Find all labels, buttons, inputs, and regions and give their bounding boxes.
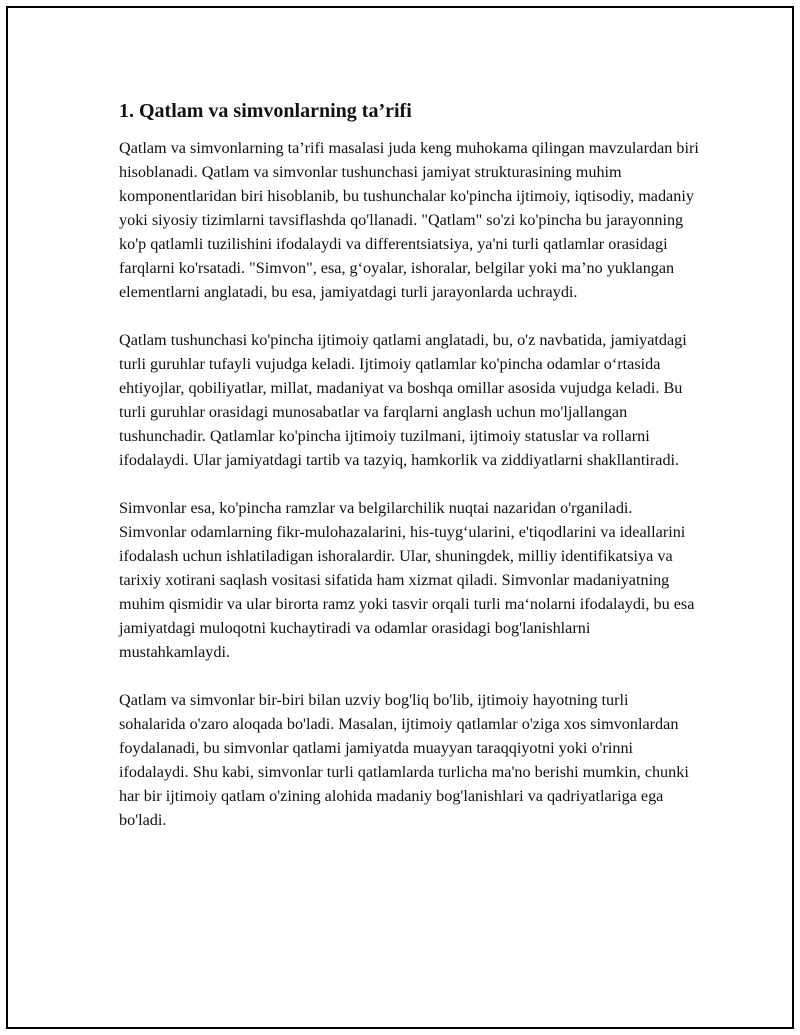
paragraph-3: Simvonlar esa, ko'pincha ramzlar va belgilarchilik nuqtai nazaridan o'rganiladi. Simvonlar odamlarning fikr-mulohazalarini, his-tuyg‘ularini, e'tiqodlarini va ideallarini ifodalash uchun ishlatiladigan ishoralardir. Ular, shuningdek, milliy identifikatsiya va tarixiy xotirani saqlash vositasi sifatida ham xizmat qiladi. Simvonlar madaniyatning muhim qismidir va ular birorta ramz yoki tasvir orqali turli ma‘nolarni ifodalaydi, bu esa jamiyatdagi muloqotni kuchaytiradi va odamlar orasidagi bog'lanishlarni mustahkamlaydi. <box>119 499 695 661</box>
paragraph-2: Qatlam tushunchasi ko'pincha ijtimoiy qatlami anglatadi, bu, o'z navbatida, jamiyatdagi turli guruhlar tufayli vujudga keladi. Ijtimoiy qatlamlar ko'pincha odamlar o‘rtasida ehtiyojlar, qobiliyatlar, millat, madaniyat va boshqa omillar asosida vujudga keladi. Bu turli guruhlar orasidagi munosabatlar va farqlarni anglash uchun mo'ljallangan tushunchadir. Qatlamlar ko'pincha ijtimoiy tuzilmani, ijtimoiy statuslar va rollarni ifodalaydi. Ular jamiyatdagi tartib va tazyiq, hamkorlik va ziddiyatlarni shakllantiradi. <box>119 331 687 469</box>
section-heading: 1. Qatlam va simvonlarning ta’rifi <box>119 100 412 122</box>
document-page <box>6 6 794 1029</box>
paragraph-1: Qatlam va simvonlarning ta’rifi masalasi juda keng muhokama qilingan mavzulardan biri hisoblanadi. Qatlam va simvonlar tushunchasi jamiyat strukturasining muhim komponentlaridan biri hisoblanib, bu tushunchalar ko'pincha ijtimoiy, iqtisodiy, madaniy yoki siyosiy tizimlarni tavsiflashda qo'llanadi. "Qatlam" so'zi ko'pincha bu jarayonning ko'p qatlamli tuzilishini ifodalaydi va differentsiatsiya, ya'ni turli qatlamlar orasidagi farqlarni ko'rsatadi. "Simvon", esa, g‘oyalar, ishoralar, belgilar yoki ma’no yuklangan elementlarni anglatadi, bu esa, jamiyatdagi turli jarayonlarda uchraydi. <box>119 139 699 301</box>
paragraph-4: Qatlam va simvonlar bir-biri bilan uzviy bog'liq bo'lib, ijtimoiy hayotning turli sohalarida o'zaro aloqada bo'ladi. Masalan, ijtimoiy qatlamlar o'ziga xos simvonlardan foydalanadi, bu simvonlar qatlami jamiyatda muayyan taraqqiyotni yoki o'rinni ifodalaydi. Shu kabi, simvonlar turli qatlamlarda turlicha ma'no berishi mumkin, chunki har bir ijtimoiy qatlam o'zining alohida madaniy bog'lanishlari va qadriyatlariga ega bo'ladi. <box>119 691 689 829</box>
document-body <box>119 98 699 832</box>
